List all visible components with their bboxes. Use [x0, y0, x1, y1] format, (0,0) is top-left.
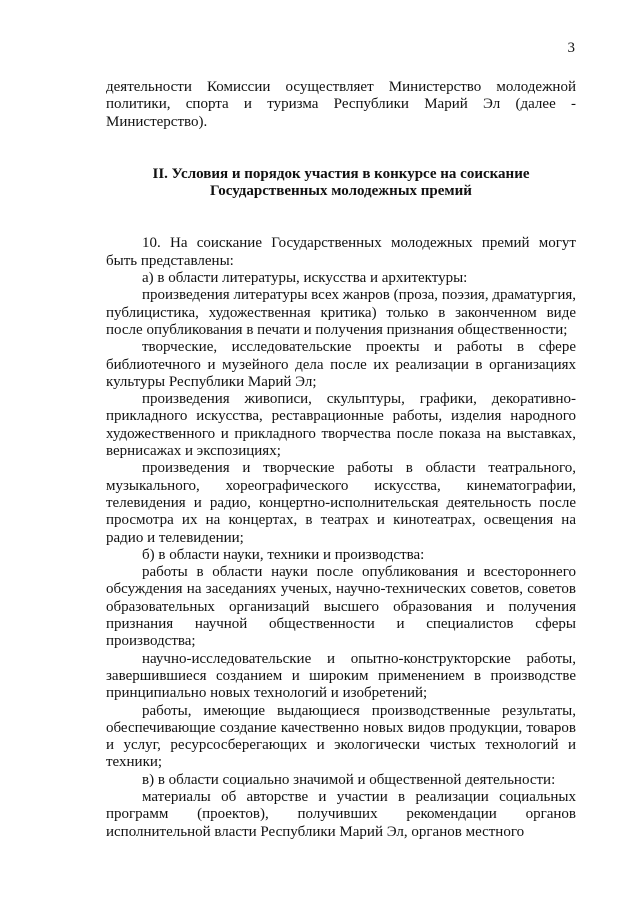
section-heading	[106, 166, 576, 201]
paragraph-item-10: 10. На соискание Государственных молодежных премий могут быть представлены:	[106, 235, 576, 269]
paragraph-performing-arts: произведения и творческие работы в области театрального, музыкального, хореографического искусства, кинематографии, телевидения и радио, концертно-исполнительская деятельность после просмотра их на концертах, в театрах и кинотеатрах, освещения на радио и телевидении;	[106, 460, 576, 546]
section-heading-line-1: II. Условия и порядок участия в конкурсе на соискание	[152, 165, 530, 182]
paragraph-social-programs: материалы об авторстве и участии в реализации социальных программ (проектов), получивших рекомендации органов исполнительной власти Республики Марий Эл, органов местного	[106, 788, 576, 840]
document-body	[106, 79, 576, 841]
paragraph-subsection-c: в) в области социально значимой и общественной деятельности:	[142, 771, 556, 788]
paragraph-subsection-a: а) в области литературы, искусства и архитектуры:	[142, 270, 468, 287]
paragraph-production-works: работы, имеющие выдающиеся производственные результаты, обеспечивающие создание качественно новых видов продукции, товаров и услуг, ресурсосберегающих и экологически чистых технологий и техники;	[106, 702, 576, 771]
section-heading-line-2: Государственных молодежных премий	[210, 183, 472, 200]
paragraph-subsection-b: б) в области науки, техники и производства:	[142, 546, 425, 563]
paragraph-art-works: произведения живописи, скульптуры, графики, декоративно-прикладного искусства, реставрационные работы, изделия народного художественного и прикладного творчества после показа на выставках, вернисажах и экспозициях;	[106, 391, 576, 460]
paragraph-rnd-works: научно-исследовательские и опытно-конструкторские работы, завершившиеся созданием и широким применением в производстве принципиально новых технологий и изобретений;	[106, 650, 576, 702]
paragraph-literature-works: произведения литературы всех жанров (проза, поэзия, драматургия, публицистика, художественная критика) только в законченном виде после опубликования в печати и получения признания общественности;	[106, 287, 576, 338]
paragraph-library-museum-projects: творческие, исследовательские проекты и работы в сфере библиотечного и музейного дела после их реализации в организациях культуры Республики Марий Эл;	[106, 339, 576, 390]
paragraph-science-works: работы в области науки после опубликования и всестороннего обсуждения на заседаниях ученых, научно-технических советов, советов образовательных организаций высшего образования и получения признания научной общественности и специалистов сферы производства;	[106, 564, 576, 650]
intro-paragraph: деятельности Комиссии осуществляет Министерство молодежной политики, спорта и туризма Республики Марий Эл (далее - Министерство).	[106, 79, 576, 130]
page-number: 3	[567, 40, 575, 56]
